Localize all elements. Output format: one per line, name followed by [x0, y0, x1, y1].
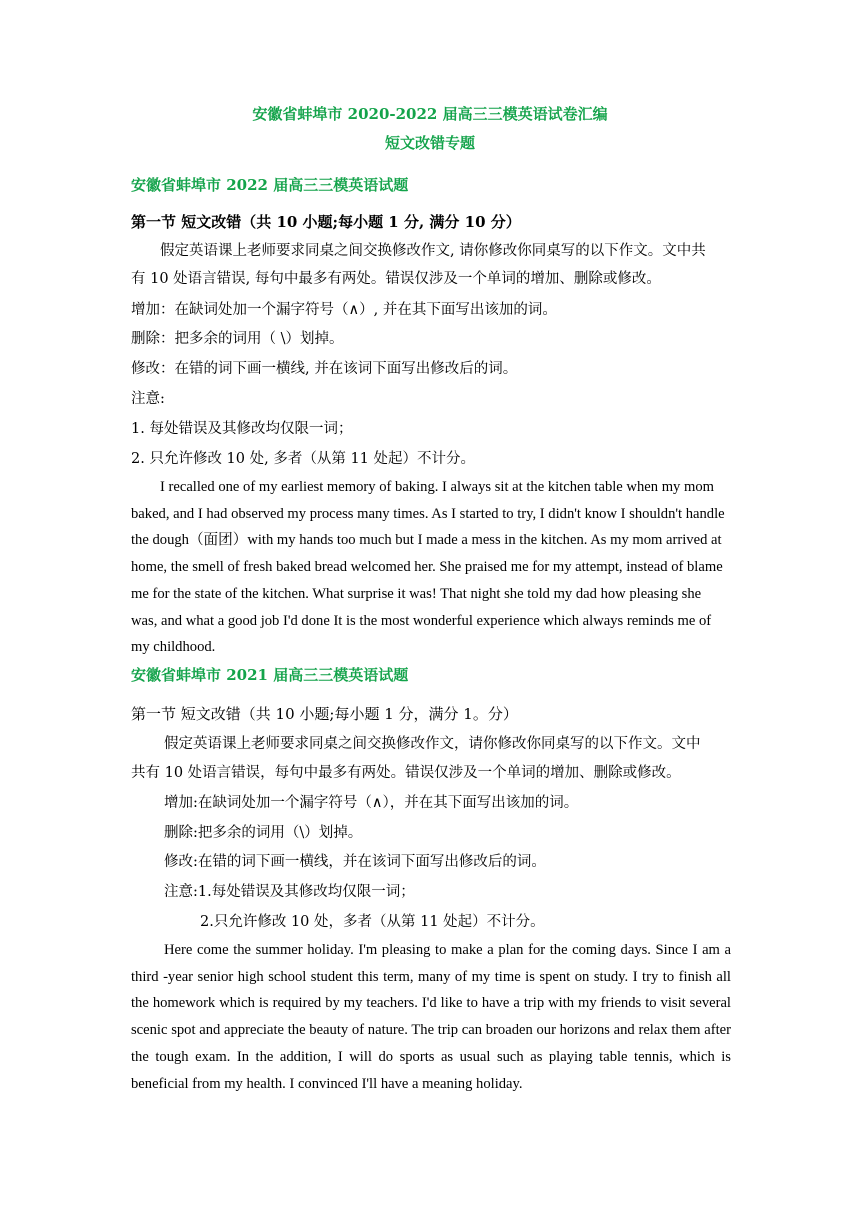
- essay-text-2021: Here come the summer holiday. I'm pleasing to make a plan for the coming days. Since I am a third -year senior high school student this term, many of my time is spent on study. I try to finish all the homework which is required by my teachers. I'd like to have a trip with my friends to visit several scenic spot and appreciate the beauty of nature. The trip can broaden our horizons and relax them after the tough exam. In the addition, I will do sports as usual such as playing table tennis, which is beneficial from my health. I convinced I'll have a meaning holiday.: [131, 942, 731, 1092]
- part-title-2021: 第一节 短文改错（共 10 小题;每小题 1 分，满分 1。分）: [131, 705, 518, 723]
- essay-2021: [131, 937, 731, 1097]
- note-item-1-2021: 注意:1.每处错误及其修改均仅限一词；: [164, 884, 415, 900]
- part-title-2022: 第一节 短文改错（共 10 小题;每小题 1 分, 满分 10 分）: [131, 213, 521, 231]
- rule-modify-2022: 修改：在错的词下画一横线, 并在该词下面写出修改后的词。: [131, 361, 518, 377]
- essay-2022: [131, 474, 731, 661]
- rule-delete-2022: 删除：把多余的词用（ \）划掉。: [131, 331, 344, 347]
- note-item-2-2022: 2. 只允许修改 10 处, 多者（从第 11 处起）不计分。: [131, 451, 475, 467]
- instruction-line-2-2021: 共有 10 处语言错误，每句中最多有两处。错误仅涉及一个单词的增加、删除或修改。: [131, 765, 681, 781]
- instruction-line-2-2022: 有 10 处语言错误, 每句中最多有两处。错误仅涉及一个单词的增加、删除或修改。: [131, 271, 661, 287]
- essay-text-2022: I recalled one of my earliest memory of baking. I always sit at the kitchen table when my mom baked, and I had observed my process many times. As I started to try, I didn't know I shouldn't handle the dough（面团）with my hands too much but I made a mess in the kitchen. As my mom arrived at home, the smell of fresh baked bread welcomed her. She praised me for my attempt, instead of blame me for the state of the kitchen. What surprise it was! That night she told my dad how pleasing she was, and what a good job I'd done It is the most wonderful experience which always reminds me of my childhood.: [131, 479, 725, 656]
- document-subtitle: 短文改错专题: [384, 134, 475, 152]
- note-item-1-2022: 1. 每处错误及其修改均仅限一词；: [131, 421, 353, 437]
- instruction-line-1-2021: 假定英语课上老师要求同桌之间交换修改作文，请你修改你同桌写的以下作文。文中: [164, 736, 701, 752]
- rule-add-2022: 增加：在缺词处加一个漏字符号（∧）, 并在其下面写出该加的词。: [131, 302, 557, 318]
- instruction-line-1-2022: 假定英语课上老师要求同桌之间交换修改作文, 请你修改你同桌写的以下作文。文中共: [160, 243, 706, 259]
- section-heading-2021: 安徽省蚌埠市 2021 届高三三模英语试题: [131, 666, 409, 684]
- note-item-2-2021: 2.只允许修改 10 处，多者（从第 11 处起）不计分。: [200, 914, 545, 930]
- section-heading-2022: 安徽省蚌埠市 2022 届高三三模英语试题: [131, 176, 409, 194]
- document-title: 安徽省蚌埠市 2020-2022 届高三三模英语试卷汇编: [252, 105, 608, 123]
- rule-add-2021: 增加:在缺词处加一个漏字符号（∧），并在其下面写出该加的词。: [164, 795, 579, 811]
- rule-delete-2021: 删除:把多余的词用（\）划掉。: [164, 825, 363, 841]
- note-label-2022: 注意:: [131, 391, 165, 407]
- rule-modify-2021: 修改:在错的词下画一横线，并在该词下面写出修改后的词。: [164, 854, 546, 870]
